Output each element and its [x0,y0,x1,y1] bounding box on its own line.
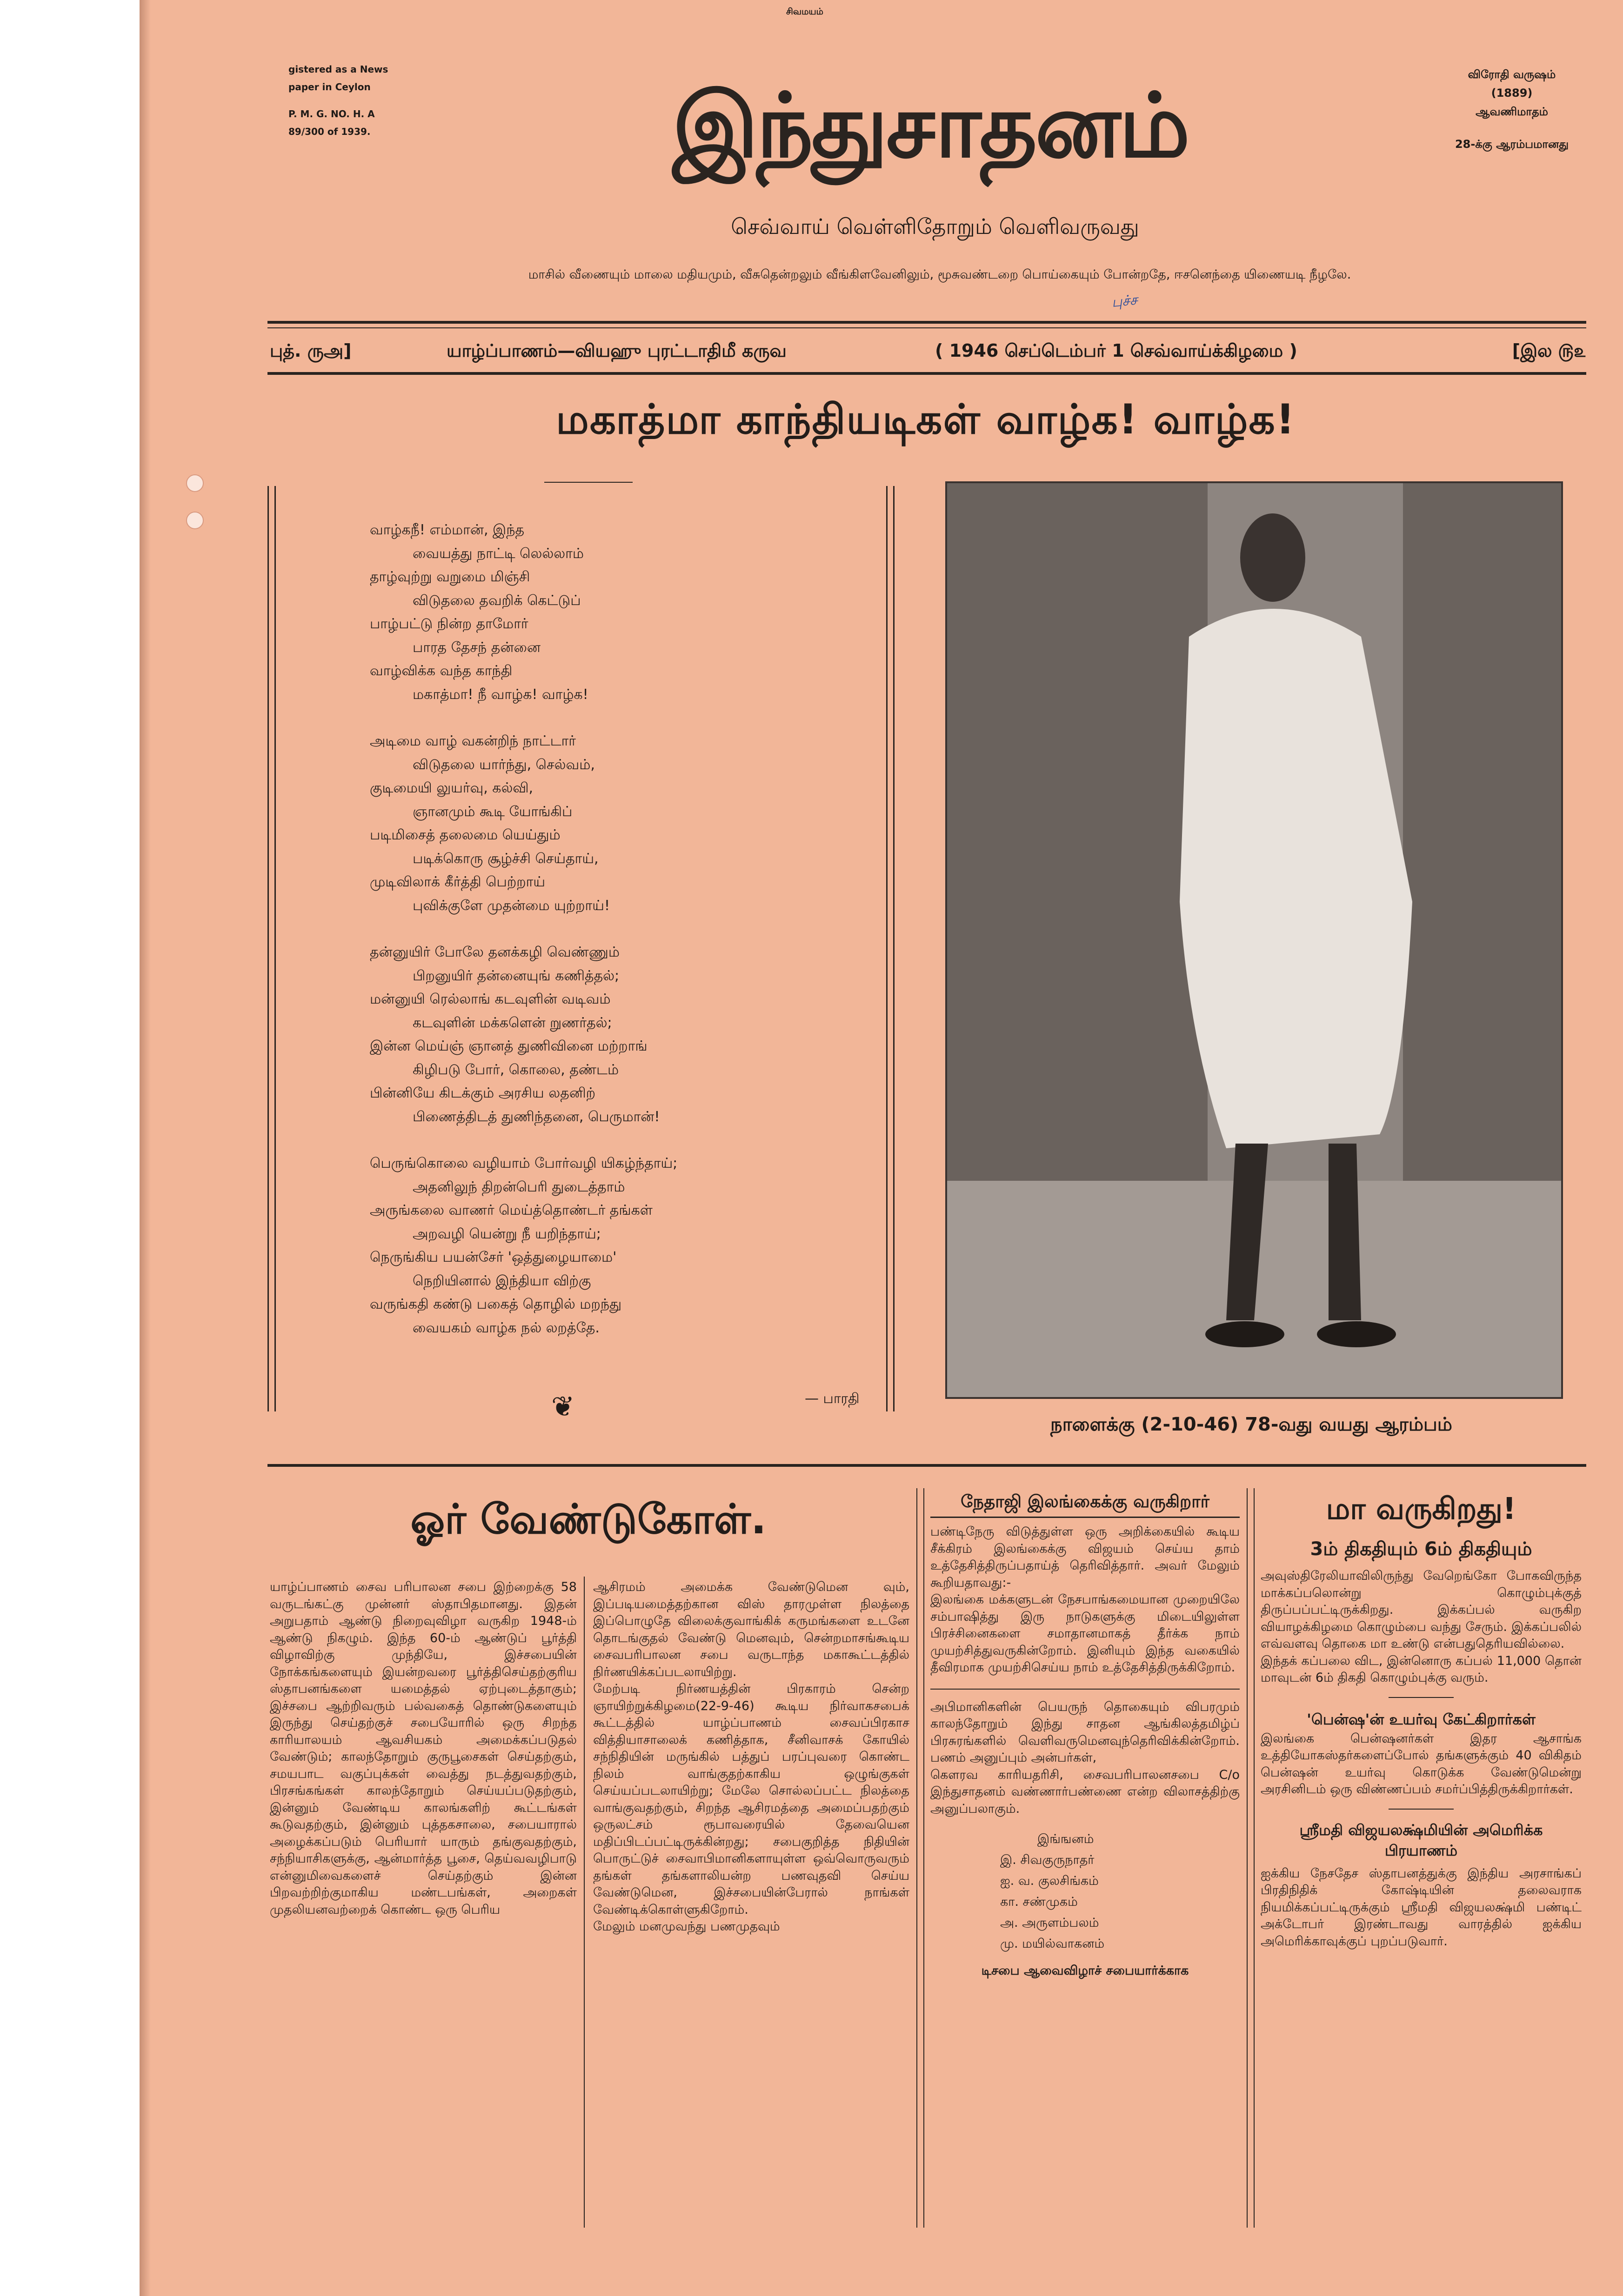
poem-line: பாழ்பட்டு நின்ற தாமோர் [370,616,528,632]
column-rule [1247,1488,1248,2228]
poem-line: அருங்கலை வாணர் மெய்த்தொண்டர் தங்கள் [370,1202,653,1218]
signatories [930,1829,1240,1980]
netaji-headline: நேதாஜி இலங்கைக்கு வருகிறார் [930,1491,1240,1518]
poem-line: நெருங்கிய பயன்சேர் 'ஒத்துழையாமை' [370,1249,617,1265]
place-date: யாழ்ப்பாணம்—வியஹு புரட்டாதிமீ கருவ [447,340,787,361]
ship-headline: மா வருகிறது! [1326,1492,1516,1526]
dateline-top-rule-thin [267,327,1586,328]
poem-line: அடிமை வாழ் வகன்றிந் நாட்டார் [370,733,576,749]
poem-line: ஞானமும் கூடி யோங்கிப் [413,803,573,820]
poem-line: வாழ்விக்க வந்த காந்தி [370,663,513,679]
ship-subhead: 3ம் திகதியும் 6ம் திகதியும் [1310,1538,1532,1560]
poem-ornament-rule [544,482,633,483]
signatory: அ. அருளம்பலம் [1000,1916,1099,1930]
poem-line: கிழிபடு போர், கொலை, தண்டம் [413,1061,619,1078]
poem-ornament-icon: ❦ [551,1391,575,1423]
poem-line: விடுதலை தவறிக் கெட்டுப் [413,592,581,609]
top-tag: சிவமயம் [786,7,823,17]
registration-line: P. M. G. NO. H. A [288,108,375,120]
punch-hole [186,512,204,529]
pension-divider [1389,1809,1454,1810]
volume-number: புத். ருஅ] [270,340,352,361]
registration-line: 89/300 of 1939. [288,126,371,137]
poem-line: அறவழி யென்று நீ யறிந்தாய்; [413,1225,601,1242]
poem-line: குடிமையி லுயர்வு, கல்வி, [370,780,534,796]
poem-line: பெருங்கொலை வழியாம் போர்வழி யிகழ்ந்தாய்; [370,1155,678,1171]
gregorian-date: ( 1946 செப்டெம்பர் 1 செவ்வாய்க்கிழமை ) [935,340,1297,361]
vijayalakshmi-headline: ஸ்ரீமதி விஜயலக்ஷ்மியின் அமெரிக்க பிரயாணம் [1299,1821,1543,1859]
page-edge-shadow [140,0,151,2296]
appeal-column-3: அபிமானிகளின் பெயருந் தொகையும் விபரமும் காலந்தோறும் இந்து சாதன ஆங்கிலத்தமிழ்ப் பிரசுரங்களில் வெளிவருமெனவுந்தெரிவிக்கின்றோம். பணம் அனுப்பும் அன்பர்கள், கௌரவ காரியதரிசி, சைவபரிபாலனசபை C/o இந்துசாதனம் வண்ணார்பண்ணை என்ற விலாசத்திற்கு அனுப்பலாகும். [930,1699,1240,1816]
poem-left-rule [267,486,269,1411]
year-line: 28-க்கு ஆரம்பமானது [1455,138,1569,151]
motto: மாசில் வீணையும் மாலை மதியமும், வீசுதென்றலும் வீங்கிளவேனிலும், மூசுவண்டறை பொய்கையும் போன்றதே, ஈசனெந்தை யிணையடி நீழலே. [528,267,1351,282]
lead-headline: மகாத்மா காந்தியடிகள் வாழ்க! வாழ்க! [556,395,1296,443]
poem [370,519,835,1340]
column-rule [1254,1488,1255,2228]
gandhi-figure-icon [947,483,1561,1397]
poem-line: படிமிசைத் தலைமை யெய்தும் [370,827,561,843]
poem-line: விடுதலை யார்ந்து, செல்வம், [413,756,595,773]
poem-line: பிணைத்திடத் துணிந்தனை, பெருமான்! [413,1108,660,1125]
vijayalakshmi-body: ஐக்கிய நேசதேச ஸ்தாபனத்துக்கு இந்திய அரசாங்கப் பிரதிநிதிக் கோஷ்டியின் தலைவராக நியமிக்கப்பட்டிருக்கும் ஸ்ரீமதி விஜயலக்ஷ்மி பண்டிட் அக்டோபர் இரண்டாவது வாரத்தில் ஐக்கிய அமெரிக்காவுக்குப் புறப்படுவார். [1261,1866,1582,1949]
netaji-column [930,1491,1240,1980]
signatory: இ. சிவகுருநாதர் [1000,1853,1095,1867]
column-rule [923,1488,924,2228]
year-line: ஆவணிமாதம் [1476,105,1548,118]
dateline [270,332,1586,369]
netaji-divider [930,1689,1240,1690]
registration-block [288,60,447,140]
dateline-bottom-rule [267,372,1586,375]
poem-stanza [370,941,835,1129]
appeal-column-1 [270,1579,577,2221]
poem-line: மகாத்மா! நீ வாழ்க! வாழ்க! [413,686,588,703]
poem-line: கடவுளின் மக்களென் றுணர்தல்; [413,1014,612,1031]
netaji-body: பண்டிநேரு விடுத்துள்ள ஒரு அறிக்கையில் கூடிய சீக்கிரம் இலங்கைக்கு விஜயம் செய்ய தாம் உத்தேசித்திருப்பதாய்த் தெரிவித்தார். அவர் மேலும் கூறியதாவது:- இலங்கை மக்களுடன் நேசபாங்கமையான முறையிலே சம்பாஷித்து இரு நாடுகளுக்கு மிடையிலுள்ள பிரச்சினைகளை சமாதானமாகத் தீர்க்க நாம் முயற்சித்துவருகின்றோம். இனியும் இந்த வகையில் தீவிரமாக முயற்சிசெய்ய நாம் உத்தேசித்திருக்கிறோம். [930,1524,1240,1675]
poem-line: நெறியினால் இந்தியா விற்கு [413,1272,591,1289]
column-rule [916,1488,917,2228]
poem-right-rule [893,486,895,1411]
poem-line: மன்னுயி ரெல்லாங் கடவுளின் வடிவம் [370,991,611,1007]
poem-line: அதனிலுந் திறன்பெரி துடைத்தாம் [413,1178,625,1195]
poem-line: புவிக்குளே முதன்மை யுற்றாய்! [413,897,610,914]
poem-stanza [370,1152,835,1340]
signatory: ஐ. வ. குலசிங்கம் [1000,1874,1099,1888]
poem-line: வருங்கதி கண்டு பகைத் தொழில் மறந்து [370,1296,622,1312]
poem-line: இன்ன மெய்ஞ் ஞானத் துணிவினை மற்றாங் [370,1038,648,1054]
poem-stanza [370,730,835,918]
poem-line: பிறனுயிர் தன்னையுங் கணித்தல்; [413,967,620,984]
poem-line: முடிவிலாக் கீர்த்தி பெற்றாய் [370,874,546,890]
pension-body: இலங்கை பென்ஷனர்கள் இதர ஆசாங்க உத்தியோகஸ்தர்களைப்போல் தங்களுக்கும் 40 விகிதம் பென்ஷன் உயர்வு கொடுக்க வேண்டுமென்று அரசினிடம் ஒரு விண்ணப்பம் சமர்ப்பித்திருக்கிறார்கள். [1261,1731,1582,1797]
appeal-paragraph: யாழ்ப்பாணம் சைவ பரிபாலன சபை இற்றைக்கு 58 வருடங்கட்கு முன்னர் ஸ்தாபிதமானது. இதன் அறுபதாம் ஆண்டு நிறைவுவிழா வருகிற 1948-ம் ஆண்டு நிகழும். இந்த 60-ம் ஆண்டுப் பூர்த்தி விழாவிற்கு முந்தியே, இச்சபையின் நோக்கங்களையும் இயன்றவரை பூர்த்திசெய்தற்குரிய ஸ்தாபனங்களை யமைத்தல் ஏற்புடைத்தாகும்; இச்சபை ஆற்றிவரும் பல்வகைத் தொண்டுகளையும் இருந்து செய்தற்குச் சபையோரில் ஒரு சிறந்த காரியாலயம் ஆவசியகம் அமைக்கப்படுதல் வேண்டும்; காலந்தோறும் குருபூசைகள் செய்தற்கும், சமயபாட வகுப்புக்கள் வைத்து நடத்துவதற்கும், பிரசங்கங்கள் காலந்தோறும் செய்யப்படுதற்கும், இன்னும் வேண்டிய காலங்களிற் கூட்டங்கள் கூடுவதற்கும், இன்னும் புத்தகசாலை, சபையாரால் அழைக்கப்படும் பெரியார் யாரும் தங்குவதற்கும், சந்நியாசிகளுக்கு, ஆன்மார்த்த பூசை, தெய்வவழிபாடு என்னுமிவைகளைச் செய்தற்கும் இன்ன பிறவற்றிற்குமாகிய மண்டபங்கள், அறைகள் முதலியனவற்றைக் கொண்ட ஒரு பெரிய [270,1580,577,1917]
issue-number: [இல ௫௨ [1512,340,1586,361]
signatory: கா. சண்முகம் [1000,1895,1078,1909]
subtitle: செவ்வாய் வெள்ளிதோறும் வெளிவருவது [731,214,1139,239]
poem-line: தாழ்வுற்று வறுமை மிஞ்சி [370,569,530,585]
registration-line: gistered as a News [288,64,388,75]
registration-line: paper in Ceylon [288,81,371,93]
poem-author: — பாரதி [805,1391,860,1407]
appeal-headline: ஓர் வேண்டுகோள். [410,1495,767,1543]
poem-line: வையத்து நாட்டி லெல்லாம் [413,545,584,562]
masthead-title: இந்துசாதனம் [672,73,1189,177]
punch-hole [186,474,204,492]
signatory-footer: டிசபை ஆவைவிழாச் சபையார்க்காக [981,1963,1189,1978]
column-rule [584,1577,585,2228]
year-block [1423,65,1600,153]
masthead [447,56,1414,195]
photo-caption: நாளைக்கு (2-10-46) 78-வது வயது ஆரம்பம் [1050,1414,1452,1435]
poem-line: பின்னியே கிடக்கும் அரசிய லதனிற் [370,1085,596,1101]
dateline-top-rule [267,321,1586,324]
poem-line: வாழ்கநீ! எம்மான், இந்த [370,522,524,538]
appeal-column-2: ஆசிரமம் அமைக்க வேண்டுமென வும், இப்படியமைத்தற்கான விஸ் தாரமுள்ள நிலத்தை இப்பொழுதே விலைக்குவாங்கிக் கருமங்களை உடனே தொடங்குதல் வேண்டு மெனவும், சென்றமாசங்கூடிய சைவபரிபாலன சபை வருடாந்த மகாகூட்டத்தில் நிர்ணயிக்கப்படலாயிற்று. மேற்படி நிர்ணயத்தின் பிரகாரம் சென்ற ஞாயிற்றுக்கிழமை(22-9-46) கூடிய நிர்வாகசபைக் கூட்டத்தில் யாழ்ப்பாணம் சைவப்பிரகாச வித்தியாசாலைக் கணித்தாக, சீனிவாசக் கோயில் சந்நிதியின் மருங்கில் பத்துப் பரப்புவரை கொண்ட நிலம் வாங்குதற்காகிய ஒழுங்குகள் செய்யப்படலாயிற்று; மேலே சொல்லப்பட்ட நிலத்தை வாங்குவதற்கும், சிறந்த ஆசிரமத்தை அமைப்பதற்கும் ஒருலட்சம் ரூபாவரையில் தேவையென மதிப்பிடப்பட்டிருக்கின்றது; சபைகுறித்த நிதியின் பொருட்டுச் சைவாபிமானிகளாயுள்ள ஒவ்வொருவரும் தங்கள் தங்களாலியன்ற பணவுதவி செய்ய வேண்டுமென, இச்சபையின்பேரால் நாங்கள் வேண்டிக்கொள்ளுகிறோம். மேலும் மனமுவந்து பணமுதவும் [593,1580,909,1934]
ship-body: அவுஸ்திரேலியாவிலிருந்து வேறெங்கோ போகவிருந்த மாக்கப்பலொன்று கொழும்புக்குத் திருப்பப்பட்டிருக்கிறது. இக்கப்பல் வருகிற வியாழக்கிழமை கொழும்பை வந்து சேரும். இக்கப்பலில் எவ்வளவு தொகை மா உண்டு என்பதுதெரியவில்லை. இந்தக் கப்பலை விட, இன்னொரு கப்பல் 11,000 தொன் மாவுடன் 6ம் திகதி கொழும்புக்கு வரும். [1261,1569,1582,1685]
signatory: மு. மயில்வாகனம் [1000,1937,1105,1951]
signatory: இங்ஙனம் [1037,1832,1094,1846]
poem-left-rule [274,486,276,1411]
poem-line: பாரத தேசந் தன்னை [413,639,541,656]
year-line: (1889) [1491,87,1533,100]
year-line: விரோதி வருஷம் [1468,68,1556,81]
pension-headline: 'பென்ஷ'ன் உயர்வு கேட்கிறார்கள் [1307,1710,1536,1728]
handwritten-note: புச்ச [1111,292,1139,311]
poem-line: வையகம் வாழ்க நல் லறத்தே. [413,1319,600,1336]
right-column [1261,1491,1582,1950]
poem-right-rule [886,486,888,1411]
poem-line: படிக்கொரு சூழ்ச்சி செய்தாய், [413,850,599,867]
gandhi-photo [945,481,1563,1399]
ship-divider [1389,1697,1454,1698]
section-rule [267,1464,1586,1467]
poem-stanza [370,519,835,706]
poem-line: தன்னுயிர் போலே தனக்கழி வெண்ணும் [370,944,620,960]
